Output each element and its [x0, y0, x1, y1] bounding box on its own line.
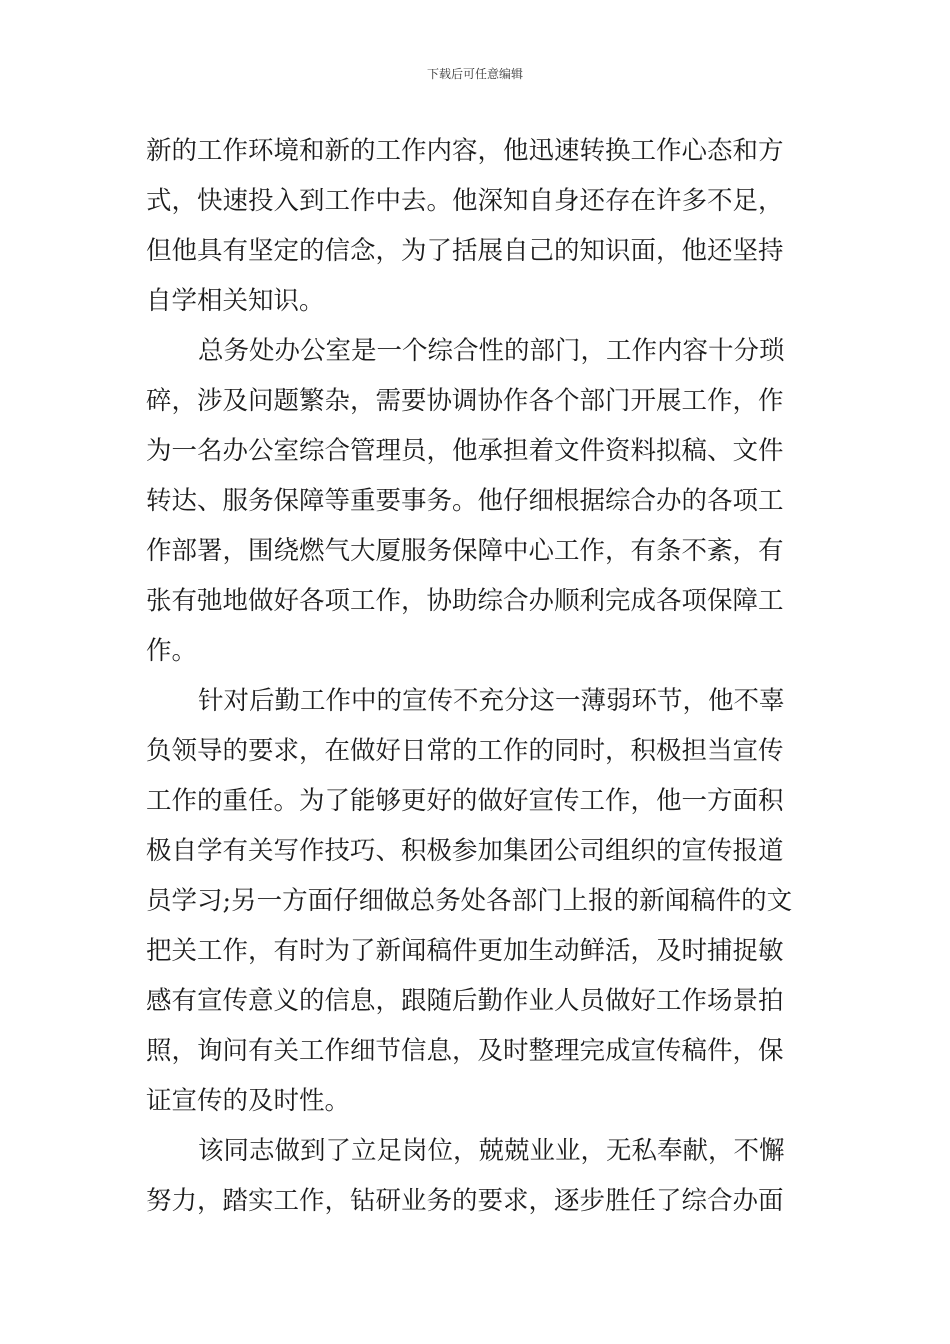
text-line-9: 作部署，围绕燃气大厦服务保障中心工作，有条不紊，有	[146, 536, 784, 566]
text-line-6: 碎，涉及问题繁杂，需要协调协作各个部门开展工作，作	[146, 386, 784, 416]
text-line-7: 为一名办公室综合管理员，他承担着文件资料拟稿、文件	[146, 436, 784, 466]
text-line-2: 式，快速投入到工作中去。他深知自身还存在许多不足，	[146, 186, 784, 216]
text-line-21: 该同志做到了立足岗位，兢兢业业，无私奉献，不懈	[198, 1136, 785, 1166]
text-line-14: 工作的重任。为了能够更好的做好宣传工作，他一方面积	[146, 786, 784, 816]
text-line-12: 针对后勤工作中的宣传不充分这一薄弱环节，他不辜	[198, 686, 785, 716]
document-body	[146, 126, 808, 1226]
text-line-8: 转达、服务保障等重要事务。他仔细根据综合办的各项工	[146, 486, 784, 516]
text-line-16: 员学习;另一方面仔细做总务处各部门上报的新闻稿件的文	[146, 886, 793, 916]
text-line-3: 但他具有坚定的信念，为了括展自己的知识面，他还坚持	[146, 236, 784, 266]
text-line-1: 新的工作环境和新的工作内容，他迅速转换工作心态和方	[146, 136, 784, 166]
text-line-22: 努力，踏实工作，钻研业务的要求，逐步胜任了综合办面	[146, 1186, 784, 1216]
text-line-19: 照，询问有关工作细节信息，及时整理完成宣传稿件，保	[146, 1036, 784, 1066]
text-line-20: 证宣传的及时性。	[146, 1086, 351, 1116]
page-header: 下载后可任意编辑	[426, 67, 523, 81]
text-line-11: 作。	[146, 636, 198, 666]
text-line-4: 自学相关知识。	[146, 286, 325, 316]
text-line-17: 把关工作，有时为了新闻稿件更加生动鲜活，及时捕捉敏	[146, 936, 784, 966]
text-line-5: 总务处办公室是一个综合性的部门，工作内容十分琐	[198, 336, 785, 366]
text-line-10: 张有弛地做好各项工作，协助综合办顺利完成各项保障工	[146, 586, 784, 616]
text-line-15: 极自学有关写作技巧、积极参加集团公司组织的宣传报道	[146, 836, 784, 866]
text-line-13: 负领导的要求，在做好日常的工作的同时，积极担当宣传	[146, 736, 784, 766]
text-line-18: 感有宣传意义的信息，跟随后勤作业人员做好工作场景拍	[146, 986, 784, 1016]
